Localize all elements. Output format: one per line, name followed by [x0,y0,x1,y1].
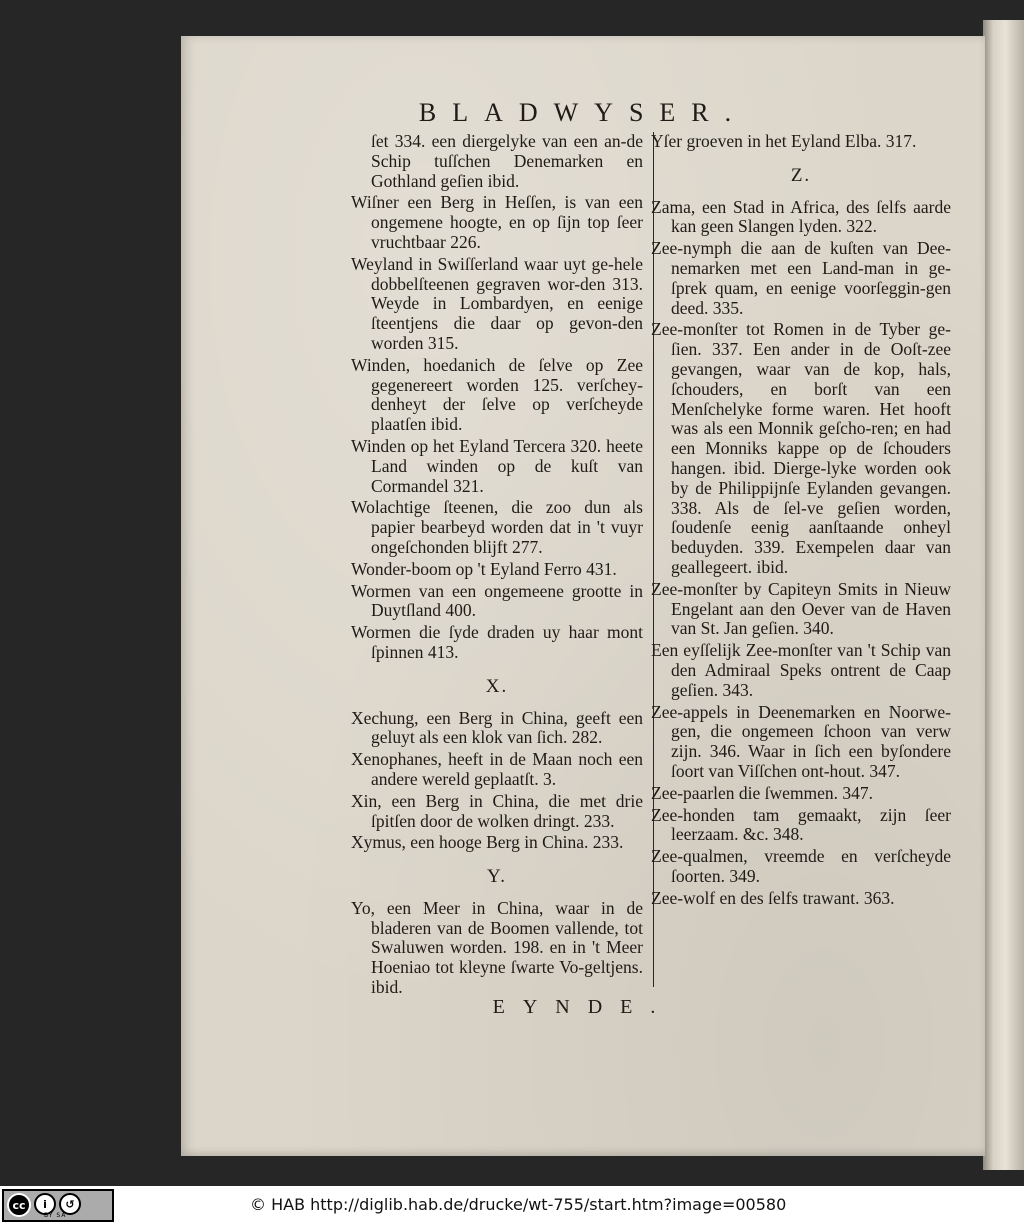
index-entry: Zee-honden tam gemaakt, zijn ſeer leerzaam. &c. 348. [651,804,951,845]
left-column [351,132,643,1000]
cc-license-badge[interactable] [2,1189,114,1222]
index-entry: Zee-nymph die aan de kuſten van Dee-nemarken met een Land-man in ge-ſprek quam, en eenige voorſeggin-gen deed. 335. [651,238,951,318]
credit-link[interactable]: © HAB http://diglib.hab.de/drucke/wt-755/start.htm?image=00580 [250,1195,787,1214]
index-entry: Xymus, een hooge Berg in China. 233. [351,832,624,853]
index-entry: Wiſner een Berg in Heſſen, is van een ongemene hoogte, en op ſijn top ſeer vruchtbaar 226. [351,192,643,252]
index-entry: Wonder-boom op 't Eyland Ferro 431. [351,558,617,579]
index-entry: Xenophanes, heeft in de Maan noch een andere wereld geplaatſt. 3. [351,749,643,789]
index-entry: ſet 334. een diergelyke van een an-de Schip tuſſchen Denemarken en Gothland geſien ibid. [371,131,643,191]
index-entry: Yſer groeven in het Eyland Elba. 317. [651,131,917,151]
index-entry: Zee-paarlen die ſwemmen. 347. [651,782,874,803]
cc-icon: cc [7,1193,31,1217]
index-entry: Winden op het Eyland Tercera 320. heete Land winden op de kuſt van Cormandel 321. [351,435,643,496]
index-entry: Zee-appels in Deenemarken en Noorwe-gen, die ongemeen ſchoon van verw zijn. 346. Waar in ſich een byſondere ſoort van Viſſchen ont-hout. 347. [651,701,951,781]
document-page [181,36,985,1156]
section-letter: Y. [486,866,508,888]
index-entry: Zee-wolf en des ſelfs trawant. 363. [651,887,895,908]
index-entry: Weyland in Swiſſerland waar uyt ge-hele dobbelſteenen gegraven wor-den 313. Weyde in Lombardyen, en eenige ſteentjens die daar op gevon-den worden 315. [351,253,643,353]
index-entry: Zee-monſter by Capiteyn Smits in Nieuw Engelant aan den Oever van de Haven van St. Jan geſien. 340. [651,578,951,639]
right-column [651,132,951,910]
index-entry: Yo, een Meer in China, waar in de bladeren van de Boomen vallende, tot Swaluwen worden. 198. en in 't Meer Hoeniao tot kleyne ſwarte Vo-geltjens. ibid. [351,897,643,998]
index-entry: Wolachtige ſteenen, die zoo dun als papier bearbeyd worden dat in 't vuyr ongeſchonden blijft 277. [351,497,643,557]
index-entry: Xechung, een Berg in China, geeft een geluyt als een klok van ſich. 282. [351,707,643,748]
sa-icon: ↺ [59,1193,81,1215]
book-edge [983,20,1024,1170]
index-entry: Zama, een Stad in Africa, des ſelfs aarde kan geen Slangen lyden. 322. [651,196,951,237]
index-entry: Zee-qualmen, vreemde en verſcheyde ſoorten. 349. [651,846,951,886]
section-letter: Z. [790,164,812,186]
end-text: EYNDE. [492,996,674,1018]
footer-bar [0,1186,1024,1224]
page-header: BLADWYSER. [418,98,748,127]
by-icon: i [34,1193,56,1215]
index-entry: Winden, hoedanich de ſelve op Zee gegenereert worden 125. verſchey-denheyt der ſelve op verſcheyde plaatſen ibid. [351,354,643,435]
index-entry: Zee-monſter tot Romen in de Tyber ge-ſien. 337. Een ander in de Ooſt-zee gevangen, waar van de kop, hals, ſchouders, en borſt van een Menſchelyke forme waren. Het hooft was als een Monnik geſcho-ren; en had een Monniks kappe op de ſchouders hangen. ibid. Dierge-lyke worden ook by de Philippijnſe Eylanden gevangen. 338. Als de ſel-ve geſien worden, ſoudenſe eenig aanſtaande onheyl beduyden. 339. Exempelen daar van geallegeert. ibid. [651,319,951,577]
section-letter: X. [485,675,509,697]
index-entry: Xin, een Berg in China, die met drie ſpitſen door de wolken dringt. 233. [351,790,643,831]
index-entry: Wormen die ſyde draden uy haar mont ſpinnen 413. [351,622,643,662]
index-entry: Een eyſſelijk Zee-monſter van 't Schip van den Admiraal Speks ontrent de Caap geſien. 343. [651,640,951,700]
license-labels: BY SA [44,1212,67,1219]
index-entry: Wormen van een ongemeene grootte in Duytſland 400. [351,580,643,621]
